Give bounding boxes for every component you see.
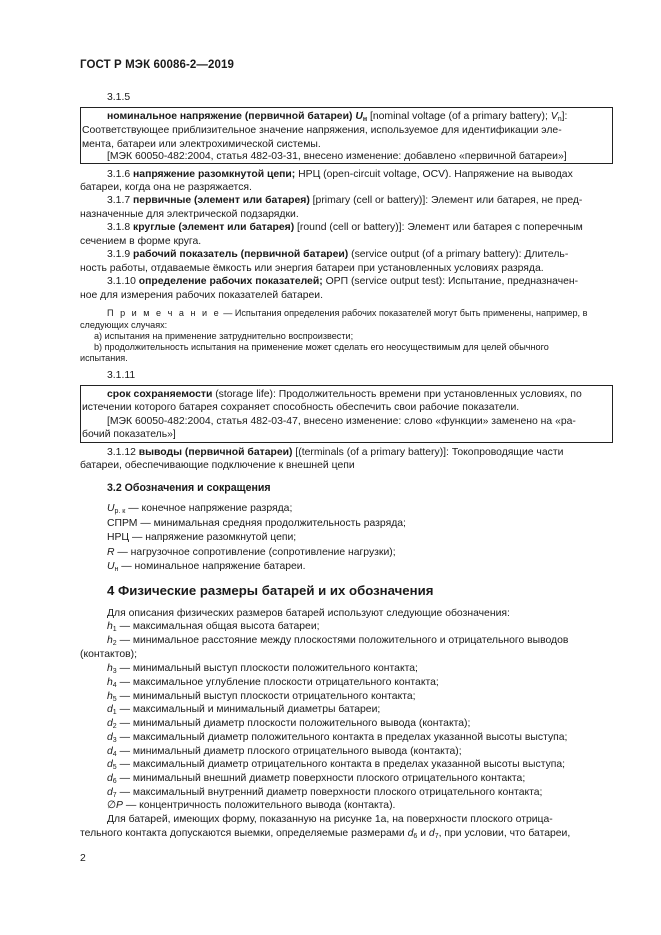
abbreviation-item: [107, 517, 406, 532]
definition-line: батареи, обеспечивающие подключение к внешней цепи: [80, 460, 355, 471]
dimension-item: $h_1$ — максимальная общая высота батареи;: [107, 621, 320, 633]
section-number-3-1-5: 3.1.5: [107, 92, 131, 103]
dimension-item: $h_4$ — максимальное углубление плоскости отрицательного контакта;: [107, 677, 439, 689]
dimension-item: $d_6$ — минимальный внешний диаметр поверхности плоского отрицательного контакта;: [107, 773, 526, 785]
dimension-text: — минимальный выступ плоскости отрицательного контакта;: [116, 691, 416, 702]
page-number: 2: [80, 853, 86, 864]
section-number-3-1-11: 3.1.11: [107, 370, 136, 381]
dimension-symbol: h: [107, 635, 113, 646]
dimension-item: $h_5$ — минимальный выступ плоскости отрицательного контакта;: [107, 691, 416, 703]
dimension-item: $d_1$ — максимальный и минимальный диаметры батареи;: [107, 704, 381, 716]
definition-line: мента, батареи или электрохимической системы.: [82, 139, 321, 150]
dimension-symbol: ∅P: [107, 800, 123, 811]
dimension-item: $d_4$ — минимальный диаметр плоского отрицательного вывода (контакта);: [107, 746, 462, 758]
abbreviation-symbol: НРЦ: [107, 532, 130, 543]
definition-line: ность работы, отдаваемые ёмкость или энергия батареи при установленных условиях разряда.: [80, 263, 544, 274]
term-3-1-6: 3.1.6 напряжение разомкнутой цепи; НРЦ (open-circuit voltage, OCV). Напряжение на выводах: [107, 169, 573, 180]
section-4-paragraph: Для батарей, имеющих форму, показанную на рисунке 1а, на поверхности плоского отрица-: [107, 814, 553, 825]
dimension-symbol: d: [107, 759, 113, 770]
abbreviation-symbol: U: [107, 503, 115, 514]
h2-continuation: (контактов);: [80, 649, 138, 660]
dimension-item: [107, 799, 395, 814]
abbreviation-item: [107, 531, 296, 546]
abbreviation-text: — номинальное напряжение батареи.: [118, 561, 306, 572]
note-item-a: а) испытания на применение затруднительно воспроизвести;: [94, 331, 354, 341]
definition-line: истечении которого батарея сохраняет способность обеспечить свои рабочие показатели.: [82, 402, 520, 413]
abbreviation-text: — конечное напряжение разряда;: [125, 503, 293, 514]
definition-line: батареи, когда она не разряжается.: [80, 182, 252, 193]
term-3-1-12: 3.1.12 выводы (первичной батареи) [(terminals (of a primary battery)]: Токопроводящие части: [107, 447, 564, 458]
dimension-text: — максимальный диаметр положительного контакта в пределах указанной высоты выступа;: [116, 732, 568, 743]
dimension-symbol: d: [107, 718, 113, 729]
term-3-1-8: 3.1.8 круглые (элемент или батарея) [round (cell or battery)]: Элемент или батарея с поперечным: [107, 222, 583, 233]
note-line: П р и м е ч а н и е — Испытания определения рабочих показателей могут быть применены, например, в: [107, 308, 588, 318]
term-3-1-7: 3.1.7 первичные (элемент или батарея) [primary (cell or battery)]: Элемент или батарея, не пред-: [107, 195, 583, 206]
abbreviation-symbol: U: [107, 561, 115, 572]
dimension-text: — минимальное расстояние между плоскостями положительного и отрицательного выводов: [116, 635, 569, 646]
dimension-symbol: h: [107, 621, 113, 632]
dimension-symbol: d: [107, 732, 113, 743]
term-3-1-5: номинальное напряжение (первичной батареи) $U_н$ [nominal voltage (of a primary battery); $V_n$]:: [107, 111, 568, 123]
dimension-symbol: d: [107, 746, 113, 757]
section-4-intro: Для описания физических размеров батарей используют следующие обозначения:: [107, 608, 510, 619]
definition-line: сечением в форме круга.: [80, 236, 202, 247]
abbreviation-item: $U_{р. к}$ — конечное напряжение разряда;: [107, 503, 293, 515]
dimension-text: — минимальный диаметр плоскости положительного вывода (контакта);: [116, 718, 471, 729]
document-header: ГОСТ Р МЭК 60086-2—2019: [80, 59, 234, 71]
dimension-text: — минимальный выступ плоскости положительного контакта;: [116, 663, 418, 674]
dimension-text: — максимальный внутренний диаметр поверхности плоского отрицательного контакта;: [116, 787, 543, 798]
term-3-1-9: 3.1.9 рабочий показатель (первичной батареи) (service output (of a primary battery): Длитель-: [107, 249, 569, 260]
dimension-item: $h_2$ — минимальное расстояние между плоскостями положительного и отрицательного выводов: [107, 635, 569, 647]
note-line: следующих случаях:: [80, 320, 168, 330]
dimension-symbol: h: [107, 691, 113, 702]
dimension-symbol: d: [107, 704, 113, 715]
dimension-text: — максимальный диаметр отрицательного контакта в пределах указанной высоты выступа;: [116, 759, 566, 770]
dimension-text: — минимальный диаметр плоского отрицательного вывода (контакта);: [116, 746, 462, 757]
abbreviation-symbol: СПРМ: [107, 517, 138, 529]
source-note-3-1-11-cont: бочий показатель»]: [82, 429, 176, 440]
dimension-text: — концентричность положительного вывода (контакта).: [122, 800, 396, 811]
dimension-text: — максимальный и минимальный диаметры батареи;: [116, 704, 381, 715]
note-item-b: b) продолжительность испытания на применение может сделать его неосуществимым для целей обычного: [94, 342, 549, 352]
dimension-item: $d_2$ — минимальный диаметр плоскости положительного вывода (контакта);: [107, 718, 471, 730]
dimension-item: $d_7$ — максимальный внутренний диаметр поверхности плоского отрицательного контакта;: [107, 787, 543, 799]
section-4-paragraph-cont: тельного контакта допускаются выемки, определяемые размерами $d_6$ и $d_7$, при условии, что батареи,: [80, 828, 571, 840]
source-note-3-1-11: [МЭК 60050-482:2004, статья 482-03-47, внесено изменение: слово «функции» заменено на «ра-: [107, 416, 576, 427]
dimension-item: $h_3$ — минимальный выступ плоскости положительного контакта;: [107, 663, 418, 675]
source-note-3-1-5: [МЭК 60050-482:2004, статья 482-03-31, внесено изменение: добавлено «первичной батареи»]: [107, 151, 567, 162]
dimension-text: — максимальная общая высота батареи;: [116, 621, 320, 632]
dimension-symbol: d: [107, 787, 113, 798]
definition-line: ное для измерения рабочих показателей батареи.: [80, 290, 323, 301]
abbreviation-item: $U_н$ — номинальное напряжение батареи.: [107, 561, 306, 573]
term-3-1-10: 3.1.10 определение рабочих показателей; ОРП (service output test): Испытание, предназначен-: [107, 276, 579, 287]
term-3-1-11: срок сохраняемости (storage life): Продолжительность времени при установленных условиях, по: [107, 389, 582, 400]
note-item-b-cont: испытания.: [80, 353, 128, 363]
dimension-text: — минимальный внешний диаметр поверхности плоского отрицательного контакта;: [116, 773, 526, 784]
abbreviation-item: [107, 546, 396, 561]
definition-line: назначенные для электрической подзарядки.: [80, 209, 299, 220]
definition-line: Соответствующее приблизительное значение напряжения, используемое для идентификации эле-: [82, 125, 562, 136]
section-heading-3-2: 3.2 Обозначения и сокращения: [107, 482, 271, 494]
dimension-symbol: h: [107, 677, 113, 688]
abbreviation-symbol: R: [107, 546, 115, 558]
abbreviation-text: — минимальная средняя продолжительность разряда;: [137, 517, 406, 529]
dimension-symbol: h: [107, 663, 113, 674]
dimension-symbol: d: [107, 773, 113, 784]
abbreviation-text: — нагрузочное сопротивление (сопротивление нагрузки);: [114, 546, 396, 558]
abbreviation-text: — напряжение разомкнутой цепи;: [129, 532, 297, 543]
dimension-item: $d_3$ — максимальный диаметр положительного контакта в пределах указанной высоты выступа;: [107, 732, 568, 744]
dimension-item: $d_5$ — максимальный диаметр отрицательного контакта в пределах указанной высоты выступа;: [107, 759, 566, 771]
section-heading-4: 4 Физические размеры батарей и их обозначения: [107, 583, 434, 598]
dimension-text: — максимальное углубление плоскости отрицательного контакта;: [116, 677, 439, 688]
